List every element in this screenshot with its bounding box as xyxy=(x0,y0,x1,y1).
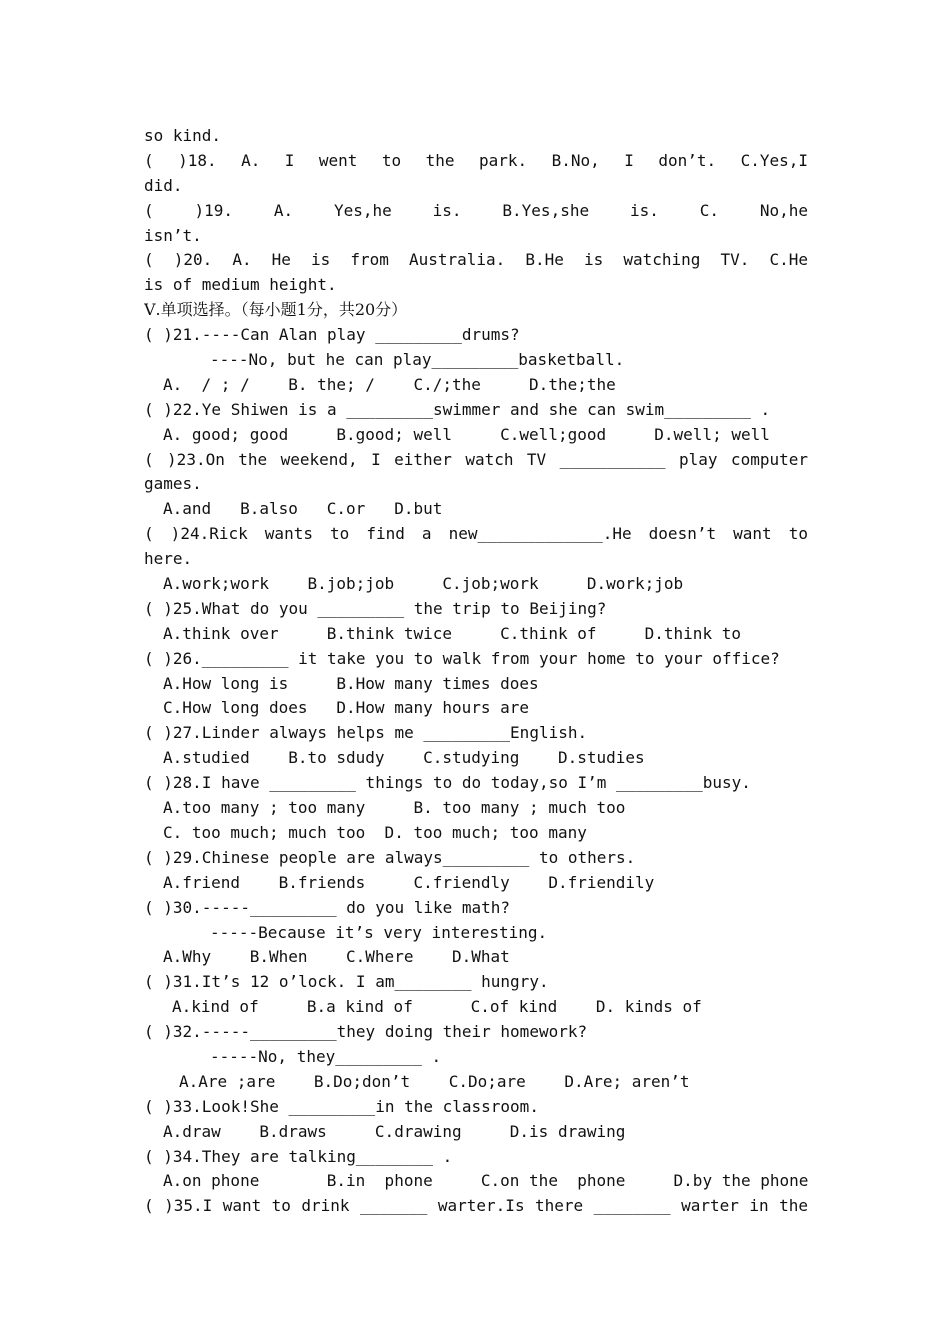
question-29: ( )29.Chinese people are always_________ to others. xyxy=(144,847,636,867)
section-heading: Ⅴ.单项选择。（每小题1分，共20分） xyxy=(144,300,408,320)
question-35: ( )35.I want to drink _______ warter.Is there ________ warter in the xyxy=(144,1196,808,1216)
question-25: ( )25.What do you _________ the trip to Beijing? xyxy=(144,598,607,618)
dialogue-line: -----Because it’s very interesting. xyxy=(210,922,548,942)
question-20: ( )20. A. He is from Australia. B.He is watching TV. C.He xyxy=(144,250,808,270)
text-line: did. xyxy=(144,175,183,195)
question-34: ( )34.They are talking________ . xyxy=(144,1146,453,1166)
answer-options: A. / ; / B. the; / C./;the D.the;the xyxy=(163,374,616,394)
answer-options: A.Why B.When C.Where D.What xyxy=(163,947,510,967)
text-line: so kind. xyxy=(144,126,222,145)
answer-options: C.How long does D.How many hours are xyxy=(163,698,530,718)
answer-options: C. too much; much too D. too much; too many xyxy=(163,822,587,842)
dialogue-line: ----No, but he can play_________basketball. xyxy=(210,350,625,370)
answer-options: A.draw B.draws C.drawing D.is drawing xyxy=(163,1121,626,1141)
question-33: ( )33.Look!She _________in the classroom. xyxy=(144,1096,539,1116)
answer-options: A. good; good B.good; well C.well;good D.well; well xyxy=(163,424,770,444)
question-18: ( )18. A. I went to the park. B.No, I don’t. C.Yes,I xyxy=(144,150,808,170)
question-23: ( )23.On the weekend, I either watch TV ___________ play computer xyxy=(144,449,808,469)
text-line: here. xyxy=(144,549,193,569)
answer-options: A.on phone B.in phone C.on the phone D.by the phone xyxy=(163,1171,808,1191)
answer-options: A.too many ; too many B. too many ; much too xyxy=(163,798,626,818)
answer-options: A.think over B.think twice C.think of D.think to xyxy=(163,623,741,643)
question-32: ( )32.-----_________they doing their homework? xyxy=(144,1022,588,1042)
question-30: ( )30.-----_________ do you like math? xyxy=(144,897,511,917)
question-27: ( )27.Linder always helps me _________English. xyxy=(144,723,588,743)
question-22: ( )22.Ye Shiwen is a _________swimmer and she can swim_________ . xyxy=(144,399,771,419)
answer-options: A.How long is B.How many times does xyxy=(163,673,539,693)
answer-options: A.studied B.to sdudy C.studying D.studies xyxy=(163,748,645,768)
answer-options: A.work;work B.job;job C.job;work D.work;job xyxy=(163,574,684,594)
answer-options: A.Are ;are B.Do;don’t C.Do;are D.Are; aren’t xyxy=(179,1071,690,1091)
text-line: is of medium height. xyxy=(144,275,337,295)
worksheet-page xyxy=(144,124,808,1219)
answer-options: A.friend B.friends C.friendly D.friendily xyxy=(163,872,655,892)
question-26: ( )26._________ it take you to walk from your home to your office? xyxy=(144,648,780,668)
question-19: ( )19. A. Yes,he is. B.Yes,she is. C. No,he xyxy=(144,200,808,220)
question-21: ( )21.----Can Alan play _________drums? xyxy=(144,325,520,345)
text-line: games. xyxy=(144,474,202,494)
question-31: ( )31.It’s 12 o’lock. I am________ hungry. xyxy=(144,972,549,992)
answer-options: A.and B.also C.or D.but xyxy=(163,499,443,519)
question-28: ( )28.I have _________ things to do today,so I’m _________busy. xyxy=(144,773,751,793)
answer-options: A.kind of B.a kind of C.of kind D. kinds of xyxy=(172,997,702,1017)
text-line: isn’t. xyxy=(144,225,202,245)
question-24: ( )24.Rick wants to find a new_____________.He doesn’t want to xyxy=(144,524,808,544)
dialogue-line: -----No, they_________ . xyxy=(210,1046,442,1066)
